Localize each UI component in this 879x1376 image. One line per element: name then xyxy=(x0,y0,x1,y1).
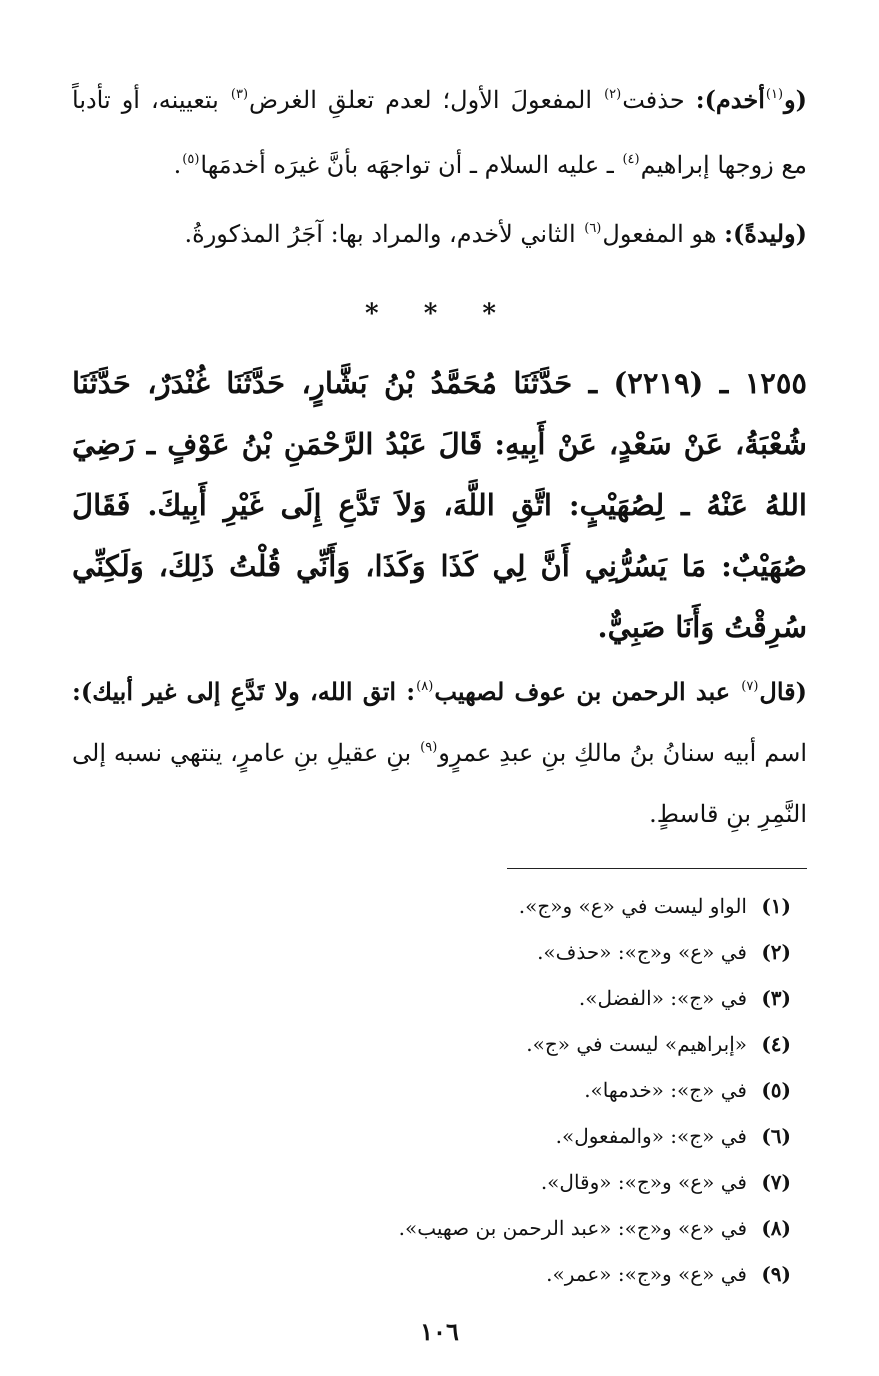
quote-end: : اتق الله، ولا تَدَّعِ إلى غير أبيك): xyxy=(72,677,416,706)
footnote-text: «إبراهيم» ليست في «ج». xyxy=(526,1032,747,1056)
quote-middle: عبد الرحمن بن عوف لصهيب xyxy=(434,677,741,706)
text-segment: بنِ عقيلِ بنِ عامرٍ، ينتهي نسبه إلى النَّمِرِ بنِ قاسطٍ. xyxy=(72,739,807,828)
section-separator: * * * xyxy=(365,299,514,329)
footnote-number: (٧) xyxy=(761,1170,791,1194)
text-segment: هو المفعول xyxy=(602,220,725,248)
footnote-item xyxy=(72,1251,791,1297)
footnote-item xyxy=(72,929,791,975)
footnote-number: (٣) xyxy=(761,986,791,1010)
intro-paragraph-2 xyxy=(72,204,807,269)
footnote-text: في «ج»: «خدمها». xyxy=(584,1078,747,1102)
footnote-text: في «ج»: «والمفعول». xyxy=(555,1124,747,1148)
footnote-ref-5: (٥) xyxy=(182,152,200,167)
footnote-item xyxy=(72,883,791,929)
text-segment: حذفت xyxy=(622,86,696,114)
footnote-ref-2: (٢) xyxy=(604,87,622,102)
footnote-number: (٤) xyxy=(761,1032,791,1056)
footnote-text: في «ج»: «الفضل». xyxy=(578,986,747,1010)
text-segment: ـ عليه السلام ـ أن تواجهَه بأنَّ غيرَه أخدمَها xyxy=(200,151,622,179)
footnote-text: الواو ليست في «ع» و«ج». xyxy=(518,894,747,918)
footnote-ref-6: (٦) xyxy=(584,221,602,236)
footnote-number: (٢) xyxy=(761,940,791,964)
text-segment: . xyxy=(173,151,182,179)
footnote-text: في «ع» و«ج»: «وقال». xyxy=(540,1170,747,1194)
commentary-paragraph xyxy=(72,664,807,842)
footnote-ref-4: (٤) xyxy=(622,152,640,167)
quote-start: (قال xyxy=(759,677,807,706)
footnote-ref-7: (٧) xyxy=(741,679,759,694)
text-segment: الثاني لأخدم، والمراد بها: آجَرُ المذكورةُ. xyxy=(184,220,584,248)
footnote-text: في «ع» و«ج»: «عبد الرحمن بن صهيب». xyxy=(398,1216,747,1240)
term-open: (و xyxy=(784,85,807,114)
footnote-item xyxy=(72,1021,791,1067)
footnote-item xyxy=(72,1067,791,1113)
footnote-number: (٨) xyxy=(761,1216,791,1240)
footnote-number: (٥) xyxy=(761,1078,791,1102)
footnote-number: (٩) xyxy=(761,1262,791,1286)
intro-paragraph-1 xyxy=(72,70,807,200)
footnote-item xyxy=(72,1159,791,1205)
hadith-text: ١٢٥٥ ـ (٢٢١٩) ـ حَدَّثَنَا مُحَمَّدُ بْنُ بَشَّارٍ، حَدَّثَنَا غُنْدَرٌ، حَدَّثَنَا شُعْبَةُ، عَنْ سَعْدٍ، عَنْ أَبِيهِ: قَالَ عَبْدُ الرَّحْمَنِ بْنُ عَوْفٍ ـ رَضِيَ اللهُ عَنْهُ ـ لِصُهَيْبٍ: اتَّقِ اللَّهَ، وَلاَ تَدَّعِ إِلَى غَيْرِ أَبِيكَ. فَقَالَ صُهَيْبٌ: مَا يَسُرُّنِي أَنَّ لِي كَذَا وَكَذَا، وَأَنِّي قُلْتُ ذَلِكَ، وَلَكِنِّي سُرِقْتُ وَأَنَا صَبِيٌّ. xyxy=(72,366,807,644)
footnote-number: (٦) xyxy=(761,1124,791,1148)
page-number: ١٠٦ xyxy=(420,1317,459,1346)
text-segment: اسم أبيه سنانُ بنُ مالكِ بنِ عبدِ عمرٍو xyxy=(438,739,807,767)
footnote-item xyxy=(72,1205,791,1251)
footnote-ref-1: (١) xyxy=(765,87,784,102)
footnote-divider xyxy=(507,868,807,869)
term-walida: (وليدةً): xyxy=(724,219,807,248)
text-segment: المفعولَ الأول؛ لعدم تعلقِ الغرض xyxy=(249,86,604,114)
footnote-text: في «ع» و«ج»: «حذف». xyxy=(537,940,747,964)
footnote-item xyxy=(72,1113,791,1159)
footnote-text: في «ع» و«ج»: «عمر». xyxy=(546,1262,747,1286)
book-page xyxy=(72,70,807,1346)
footnote-list xyxy=(72,883,807,1297)
footnote-ref-3: (٣) xyxy=(230,87,249,102)
footnote-item xyxy=(72,975,791,1021)
footnote-number: (١) xyxy=(761,894,791,918)
footnote-ref-9: (٩) xyxy=(420,740,438,755)
term-akhdam: أخدم): xyxy=(695,85,765,114)
footnote-ref-8: (٨) xyxy=(416,679,434,694)
text-segment: بتعيينه، أو تأدباً مع زوجها إبراهيم xyxy=(72,86,807,179)
